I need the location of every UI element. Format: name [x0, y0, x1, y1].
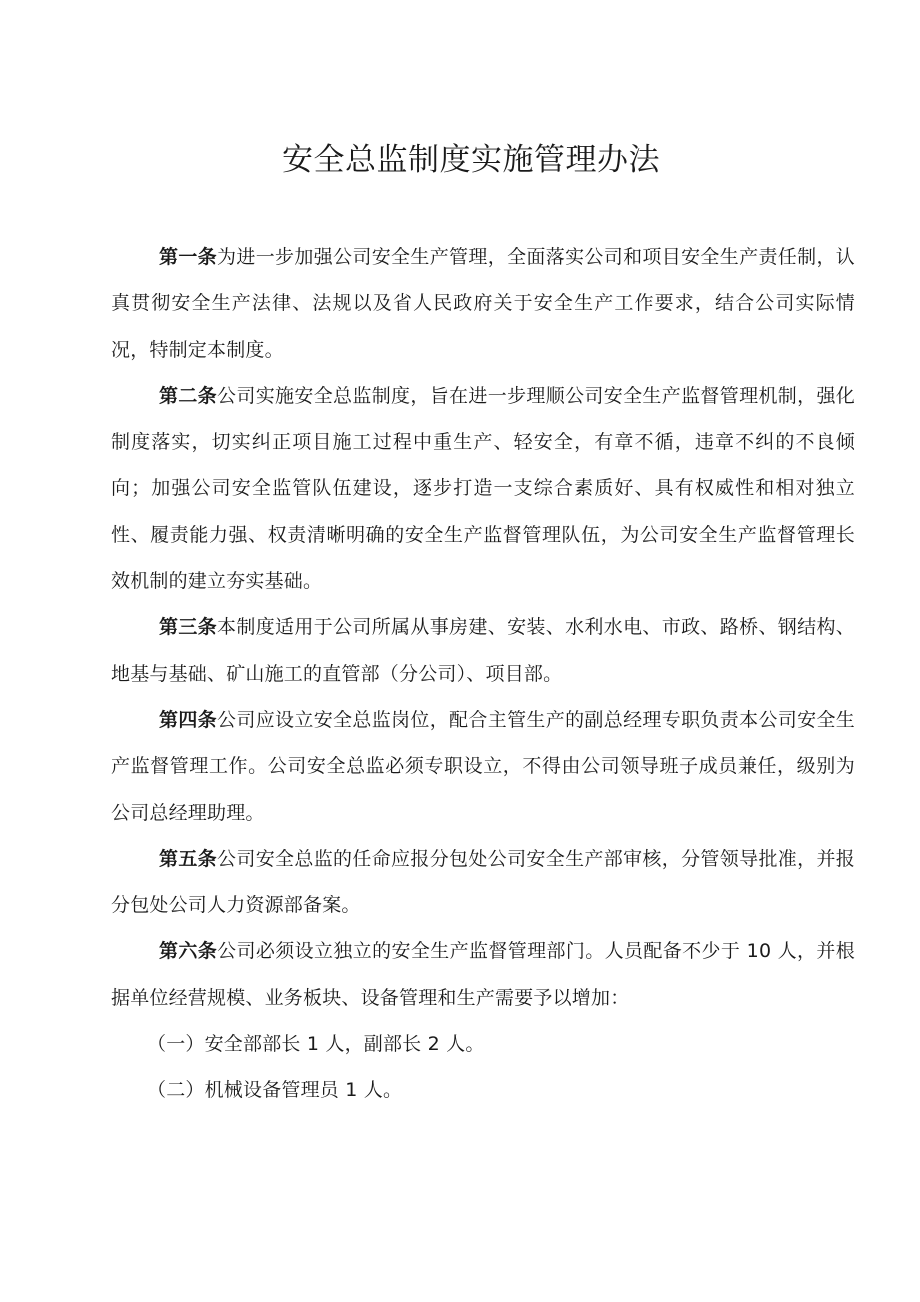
article-1 — [111, 234, 855, 373]
article-4 — [111, 697, 855, 836]
article-text: 公司必须设立独立的安全生产监督管理部门。人员配备不少于 10 人，并根据单位经营规模、业务板块、设备管理和生产需要予以增加： — [111, 940, 855, 1009]
article-5 — [111, 836, 855, 929]
article-3 — [111, 604, 855, 697]
article-text: 本制度适用于公司所属从事房建、安装、水利水电、市政、路桥、钢结构、地基与基础、矿山施工的直管部（分公司）、项目部。 — [111, 616, 855, 685]
article-2 — [111, 373, 855, 604]
article-6 — [111, 928, 855, 1021]
article-label: 第四条 — [159, 708, 218, 731]
article-label: 第三条 — [159, 616, 218, 639]
article-label: 第六条 — [159, 940, 218, 963]
article-text: 为进一步加强公司安全生产管理，全面落实公司和项目安全生产责任制，认真贯彻安全生产法律、法规以及省人民政府关于安全生产工作要求，结合公司实际情况，特制定本制度。 — [111, 246, 855, 361]
article-text: 公司安全总监的任命应报分包处公司安全生产部审核，分管领导批准，并报分包处公司人力资源部备案。 — [111, 847, 855, 917]
list-item: （二）机械设备管理员 1 人。 — [147, 1079, 403, 1102]
document-title: 安全总监制度实施管理办法 — [282, 142, 660, 178]
article-text: 公司应设立安全总监岗位，配合主管生产的副总经理专职负责本公司安全生产监督管理工作。公司安全总监必须专职设立，不得由公司领导班子成员兼任，级别为公司总经理助理。 — [111, 708, 855, 824]
article-label: 第一条 — [159, 246, 218, 268]
article-text: 公司实施安全总监制度，旨在进一步理顺公司安全生产监督管理机制，强化制度落实，切实纠正项目施工过程中重生产、轻安全，有章不循，违章不纠的不良倾向；加强公司安全监管队伍建设，逐步打造一支综合素质好、具有权威性和相对独立性、履责能力强、权责清晰明确的安全生产监督管理队伍，为公司安全生产监督管理长效机制的建立夯实基础。 — [111, 384, 855, 593]
article-label: 第二条 — [159, 384, 218, 407]
document-body — [111, 234, 855, 1114]
list-item: （一）安全部部长 1 人，副部长 2 人。 — [147, 1033, 485, 1056]
article-label: 第五条 — [159, 847, 218, 870]
